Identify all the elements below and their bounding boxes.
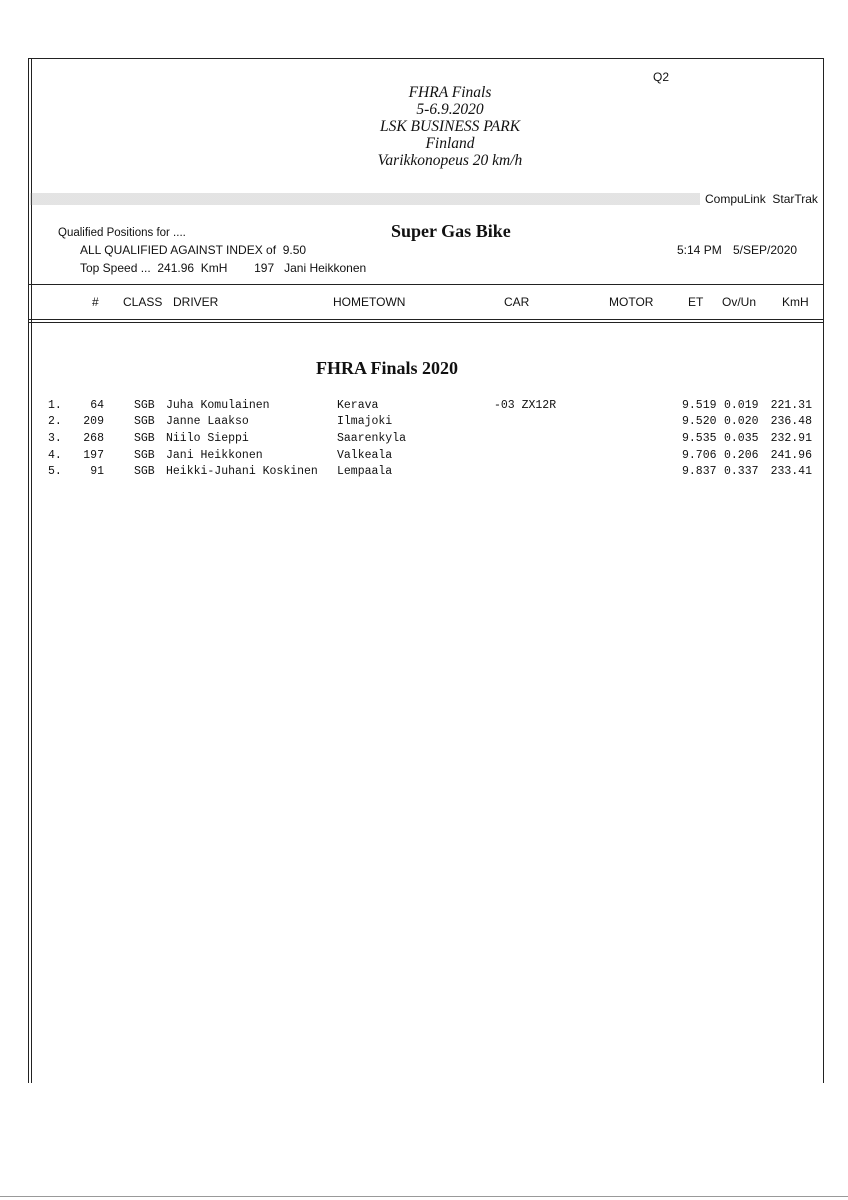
report-date: 5/SEP/2020	[733, 243, 798, 257]
row-hometown: Ilmajoki	[337, 415, 393, 428]
row-hometown: Kerava	[337, 399, 379, 412]
row-et: 9.535	[682, 432, 717, 445]
qualified-heading: Qualified Positions for ....	[58, 227, 186, 239]
col-kmh: KmH	[782, 295, 809, 309]
header-rule-top	[28, 284, 824, 285]
row-hometown: Saarenkyla	[337, 432, 407, 445]
row-driver: Niilo Sieppi	[166, 432, 249, 445]
col-motor: MOTOR	[609, 295, 654, 309]
row-kmh: 232.91	[770, 432, 812, 445]
row-number: 209	[83, 415, 104, 428]
row-class: SGB	[134, 399, 155, 412]
col-hometown: HOMETOWN	[333, 295, 406, 309]
row-class: SGB	[134, 415, 155, 428]
row-number: 91	[90, 465, 104, 478]
header-rule-bottom-2	[28, 322, 824, 323]
row-kmh: 221.31	[770, 399, 812, 412]
top-border	[28, 58, 824, 59]
row-et: 9.519	[682, 399, 717, 412]
row-ovun: 0.206	[724, 449, 759, 462]
page-bottom-edge	[0, 1196, 848, 1197]
col-class: CLASS	[123, 295, 163, 309]
event-pit-speed: Varikkonopeus 20 km/h	[377, 152, 523, 169]
round-label: Q2	[653, 70, 670, 84]
table-row	[0, 449, 848, 465]
row-driver: Heikki-Juhani Koskinen	[166, 465, 318, 478]
table-row	[0, 415, 848, 431]
left-border-inner	[31, 58, 32, 1083]
dotted-band	[30, 193, 700, 205]
header-rule-bottom	[28, 319, 824, 320]
row-et: 9.520	[682, 415, 717, 428]
event-title: FHRA Finals	[408, 84, 492, 101]
row-car: -03 ZX12R	[494, 399, 557, 412]
top-speed-line: Top Speed ... 241.96 KmH 197 Jani Heikkonen	[80, 261, 367, 275]
right-border	[823, 58, 824, 1083]
row-ovun: 0.035	[724, 432, 759, 445]
row-driver: Janne Laakso	[166, 415, 249, 428]
row-kmh: 236.48	[770, 415, 812, 428]
table-row	[0, 432, 848, 448]
row-hometown: Valkeala	[337, 449, 393, 462]
row-position: 5.	[48, 465, 62, 478]
left-border	[28, 58, 29, 1083]
row-position: 2.	[48, 415, 62, 428]
class-title: Super Gas Bike	[391, 221, 511, 241]
event-header	[300, 84, 600, 169]
col-driver: DRIVER	[173, 295, 219, 309]
row-driver: Jani Heikkonen	[166, 449, 263, 462]
table-row	[0, 399, 848, 415]
col-num: #	[92, 295, 99, 309]
row-ovun: 0.019	[724, 399, 759, 412]
row-driver: Juha Komulainen	[166, 399, 270, 412]
row-kmh: 241.96	[770, 449, 812, 462]
report-time: 5:14 PM	[677, 243, 722, 257]
event-dates: 5-6.9.2020	[416, 101, 484, 118]
index-line: ALL QUALIFIED AGAINST INDEX of 9.50	[80, 243, 307, 257]
row-position: 3.	[48, 432, 62, 445]
section-title: FHRA Finals 2020	[316, 358, 459, 378]
row-position: 4.	[48, 449, 62, 462]
row-ovun: 0.020	[724, 415, 759, 428]
row-number: 64	[90, 399, 104, 412]
row-kmh: 233.41	[770, 465, 812, 478]
row-number: 197	[83, 449, 104, 462]
row-et: 9.706	[682, 449, 717, 462]
row-class: SGB	[134, 465, 155, 478]
col-et: ET	[688, 295, 704, 309]
brand-label: CompuLink StarTrak	[705, 192, 818, 206]
table-row	[0, 465, 848, 481]
row-et: 9.837	[682, 465, 717, 478]
row-position: 1.	[48, 399, 62, 412]
col-car: CAR	[504, 295, 530, 309]
event-country: Finland	[425, 135, 475, 152]
row-ovun: 0.337	[724, 465, 759, 478]
row-hometown: Lempaala	[337, 465, 393, 478]
row-class: SGB	[134, 432, 155, 445]
col-ovun: Ov/Un	[722, 295, 757, 309]
row-class: SGB	[134, 449, 155, 462]
row-number: 268	[83, 432, 104, 445]
event-venue: LSK BUSINESS PARK	[379, 118, 521, 135]
